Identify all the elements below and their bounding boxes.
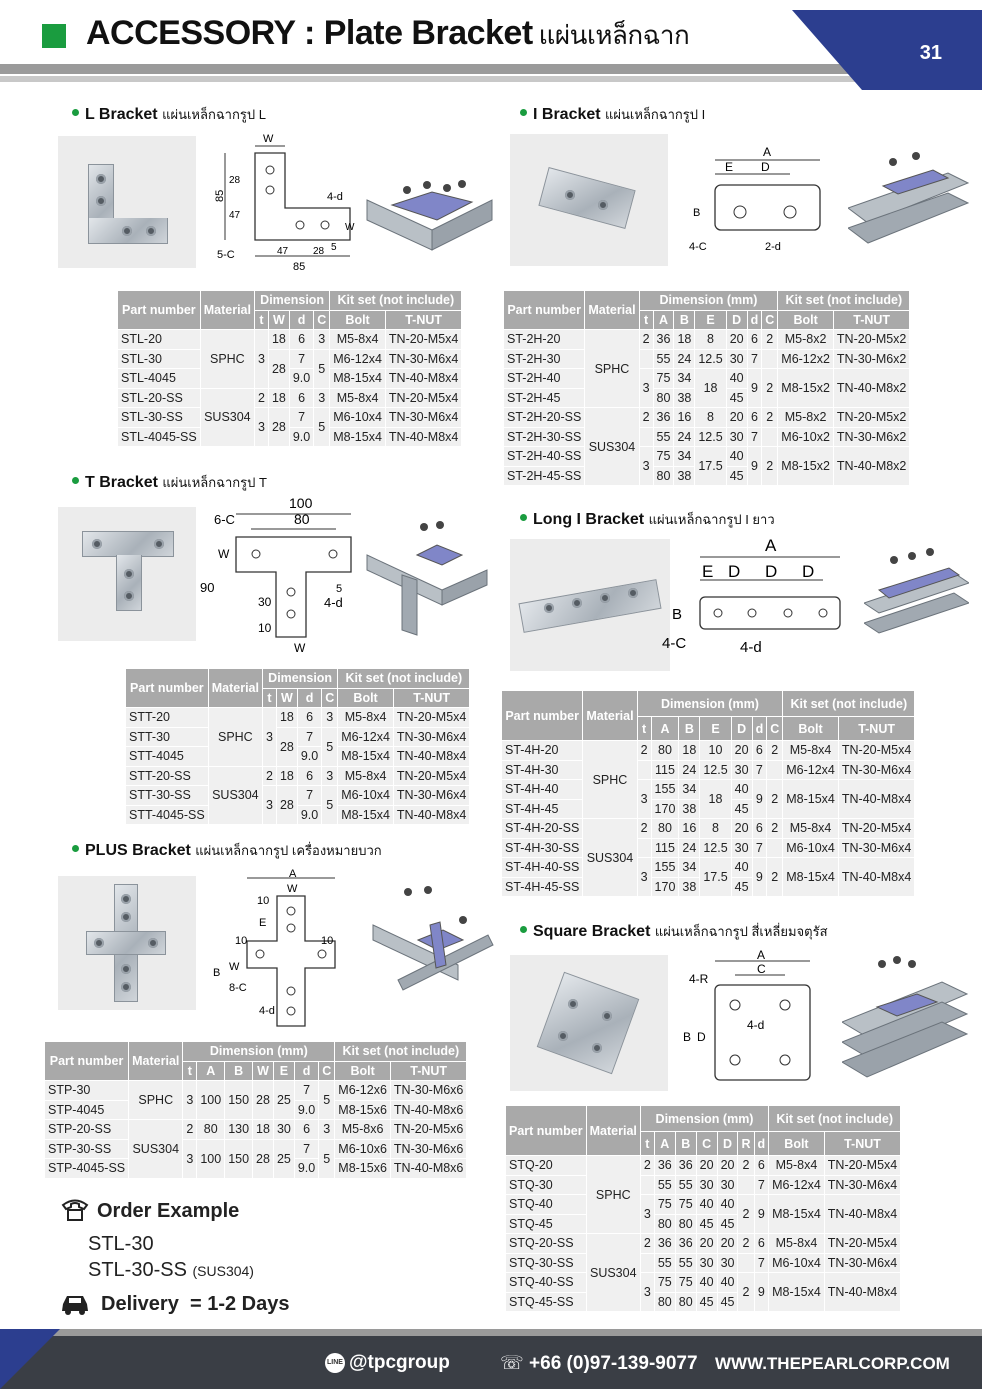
plus-bracket-drawing	[205, 866, 350, 1036]
table-row: STT-30-SS 3 28 7 5 M6-10x4 TN-30-M6x4	[126, 786, 470, 806]
svg-text:A: A	[757, 948, 766, 962]
footer-website-link[interactable]: WWW.THEPEARLCORP.COM	[715, 1354, 950, 1373]
table-row: STL-20-SS SUS304 2 18 6 3 M5-8x4 TN-20-M5x4	[118, 388, 462, 408]
svg-text:28: 28	[229, 175, 241, 186]
table-row: ST-2H-45 80 38 45	[504, 388, 910, 408]
table-row: STL-20 SPHC 3 18 6 3 M5-8x4 TN-20-M5x4	[118, 330, 462, 350]
page-number-banner	[792, 0, 982, 90]
svg-text:100: 100	[289, 495, 313, 511]
table-row: STQ-40 3 75 75 40 40 2 9 M8-15x4 TN-40-M8x4	[506, 1195, 901, 1215]
table-row: ST-2H-30-SS 55 24 12.5 30 7 M6-10x2 TN-30-M6x2	[504, 427, 910, 447]
table-row: STQ-20 SPHC 2 36 36 20 20 2 6 M5-8x4 TN-20-M5x4	[506, 1156, 901, 1176]
section-title-long-i-bracket: Long I Bracket แผ่นเหล็กฉากรูป I ยาว	[520, 509, 775, 530]
svg-text:B: B	[672, 606, 683, 623]
table-row: ST-4H-20-SS SUS304 2 80 16 8 20 6 2 M5-8x4 TN-20-M5x4	[502, 819, 915, 839]
svg-text:4-d: 4-d	[747, 1018, 765, 1032]
table-row: STQ-30 55 55 30 30 7 M6-12x4 TN-30-M6x4	[506, 1175, 901, 1195]
svg-text:W: W	[263, 133, 274, 145]
table-row: STT-20 SPHC 3 18 6 3 M5-8x4 TN-20-M5x4	[126, 708, 470, 728]
square-bracket-photo	[510, 955, 668, 1091]
svg-text:D: D	[761, 160, 770, 174]
header-bar-light	[0, 76, 900, 82]
svg-text:4-C: 4-C	[689, 241, 707, 253]
svg-text:47: 47	[277, 246, 289, 257]
long-i-bracket-photo	[510, 539, 670, 671]
svg-text:W: W	[287, 883, 298, 895]
phone-icon: ☏	[500, 1353, 524, 1374]
i-bracket-photo	[510, 134, 668, 266]
svg-text:D: D	[765, 562, 778, 581]
section-title-t-bracket: T Bracket แผ่นเหล็กฉากรูป T	[72, 472, 267, 493]
table-row: ST-4H-40-SS 3 155 34 17.5 40 9 2 M8-15x4 TN-40-M8x4	[502, 858, 915, 878]
svg-text:4-R: 4-R	[689, 972, 709, 986]
footer-corner-accent	[0, 1329, 90, 1389]
order-example-2: STL-30-SS (SUS304)	[88, 1259, 254, 1281]
table-row: ST-4H-30-SS 115 24 12.5 30 7 M6-10x4 TN-30-M6x4	[502, 838, 915, 858]
table-row: STP-20-SS SUS304 2 80 130 18 30 6 3 M5-8x6 TN-20-M5x6	[45, 1120, 467, 1140]
t-bracket-drawing	[196, 492, 356, 657]
i-bracket-drawing	[685, 140, 830, 260]
table-row: ST-2H-20-SS SUS304 2 36 16 8 20 6 2 M5-8x2 TN-20-M5x2	[504, 408, 910, 428]
svg-text:5: 5	[331, 242, 337, 253]
table-row: ST-4H-20 SPHC 2 80 18 10 20 6 2 M5-8x4 TN-20-M5x4	[502, 741, 915, 761]
header-bar	[0, 64, 900, 74]
square-bracket-drawing	[675, 945, 825, 1095]
section-title-i-bracket: I Bracket แผ่นเหล็กฉากรูป I	[520, 104, 705, 125]
table-row: STT-4045 9.0 M8-15x4 TN-40-M8x4	[126, 747, 470, 767]
l-bracket-photo	[58, 136, 196, 268]
svg-text:4-d: 4-d	[259, 1005, 275, 1017]
svg-text:85: 85	[214, 189, 226, 202]
svg-text:30: 30	[258, 595, 272, 609]
t-bracket-spec-table: Part number Material Dimension Kit set (not include) t W d C Bolt T-NUT STT-20 SPHC 3 18 6 3 M5-8x4 TN-20-M5x4 STT-30 28 7 5 M6-12x4 TN-30-M6x4 STT-4045 9.0 M8-15x4 TN-40-M8x4 STT-20-SS SUS304 2 18 6 3 M5-8x4 TN-20-M5x4 STT-30-SS 3 28 7 5 M6-10x4 TN-30-M6x4 STT-4045-SS 9.0 M8-15x4 TN-40-M8x4	[125, 668, 470, 825]
table-row: STP-30 SPHC 3 100 150 28 25 7 5 M6-12x6 TN-30-M6x6	[45, 1081, 467, 1101]
page-title: ACCESSORY : Plate Bracket แผ่นเหล็กฉาก	[86, 14, 690, 52]
i-bracket-spec-table: Part number Material Dimension (mm) Kit set (not include) t A B E D d C Bolt T-NUT ST-2H-20 SPHC 2 36 18 8 20 6 2 M5-8x2 TN-20-M5x2 ST-2H-30 55 24 12.5 30 7 M6-12x2 TN-30-M6x2 ST-2H-40 3 75 34 18 40 9 2 M8-15x2 TN-40-M8x2 ST-2H-45 80 38 45 ST-2H-20-SS SUS304 2 36 16 8 20 6 2 M5-8x2 TN-20-M5x2 ST-2H-30-SS 55 24 12.5 30 7 M6-10x2 TN-30-M6x2 ST-2H-40-SS 3 75 34 17.5 40 9 2 M8-15x2 TN-40-M8x2 ST-2H-45-SS 80 38 45	[503, 290, 910, 486]
svg-text:2-d: 2-d	[765, 241, 781, 253]
header-accent-square	[42, 24, 66, 48]
plus-bracket-photo	[58, 876, 196, 1010]
long-i-bracket-assembly-image	[864, 548, 969, 653]
table-row: ST-4H-45-SS 170 38 45	[502, 877, 915, 897]
svg-text:W: W	[218, 547, 230, 561]
table-row: STL-4045-SS 9.0 M8-15x4 TN-40-M8x4	[118, 427, 462, 447]
table-row: STL-4045 9.0 M8-15x4 TN-40-M8x4	[118, 369, 462, 389]
order-example-title: Order Example	[97, 1200, 240, 1222]
svg-text:D: D	[728, 562, 741, 581]
t-bracket-photo	[58, 507, 196, 641]
svg-text:4-C: 4-C	[662, 635, 687, 652]
svg-text:B: B	[693, 207, 701, 219]
table-row: ST-2H-45-SS 80 38 45	[504, 466, 910, 486]
table-row: ST-4H-40 3 155 34 18 40 9 2 M8-15x4 TN-40-M8x4	[502, 780, 915, 800]
svg-text:B: B	[213, 967, 221, 979]
square-bracket-spec-table: Part number Material Dimension (mm) Kit set (not include) t A B C D R d Bolt T-NUT STQ-20 SPHC 2 36 36 20 20 2 6 M5-8x4 TN-20-M5x4 STQ-30 55 55 30 30 7 M6-12x4 TN-30-M6x4 STQ-40 3 75 75 40 40 2 9 M8-15x4 TN-40-M8x4 STQ-45 80 80 45 45 STQ-20-SS SUS304 2 36 36 20 20 2 6 M5-8x4 TN-20-M5x4 STQ-30-SS 55 55 30 30 7 M6-10x4 TN-30-M6x4 STQ-40-SS 3 75 75 40 40 2 9 M8-15x4 TN-40-M8x4 STQ-45-SS 80 80 45 45	[505, 1105, 901, 1312]
order-example-1: STL-30	[88, 1233, 154, 1255]
telephone-icon	[60, 1196, 90, 1222]
svg-text:5-C: 5-C	[217, 249, 235, 261]
table-row: ST-2H-40-SS 3 75 34 17.5 40 9 2 M8-15x2 TN-40-M8x2	[504, 447, 910, 467]
plus-bracket-spec-table: Part number Material Dimension (mm) Kit set (not include) t A B W E d C Bolt T-NUT STP-30 SPHC 3 100 150 28 25 7 5 M6-12x6 TN-30-M6x6 STP-4045 9.0 M8-15x6 TN-40-M8x6 STP-20-SS SUS304 2 80 130 18 30 6 3 M5-8x6 TN-20-M5x6 STP-30-SS 3 100 150 28 25 7 5 M6-10x6 TN-30-M6x6 STP-4045-SS 9.0 M8-15x6 TN-40-M8x6	[44, 1041, 467, 1179]
table-row: STP-30-SS 3 100 150 28 25 7 5 M6-10x6 TN-30-M6x6	[45, 1139, 467, 1159]
delivery-info: Delivery = 1-2 Days	[101, 1293, 290, 1315]
svg-text:E: E	[725, 160, 734, 174]
table-row: ST-2H-40 3 75 34 18 40 9 2 M8-15x2 TN-40-M8x2	[504, 369, 910, 389]
section-title-plus-bracket: PLUS Bracket แผ่นเหล็กฉากรูป เครื่องหมายบวก	[72, 840, 382, 861]
svg-text:E: E	[702, 562, 714, 581]
table-row: STQ-45-SS 80 80 45 45	[506, 1292, 901, 1312]
svg-text:28: 28	[313, 246, 325, 257]
table-row: ST-2H-30 55 24 12.5 30 7 M6-12x2 TN-30-M6x2	[504, 349, 910, 369]
table-row: STQ-45 80 80 45 45	[506, 1214, 901, 1234]
table-row: STP-4045 9.0 M8-15x6 TN-40-M8x6	[45, 1100, 467, 1120]
section-title-l-bracket: L Bracket แผ่นเหล็กฉากรูป L	[72, 104, 266, 125]
svg-text:D: D	[697, 1030, 706, 1044]
plus-bracket-assembly-image	[368, 880, 498, 1015]
table-row: ST-4H-45 170 38 45	[502, 799, 915, 819]
svg-text:A: A	[289, 868, 297, 880]
table-row: STQ-30-SS 55 55 30 30 7 M6-10x4 TN-30-M6x4	[506, 1253, 901, 1273]
svg-text:W: W	[229, 961, 240, 973]
i-bracket-assembly-image	[848, 148, 973, 253]
table-row: STQ-20-SS SUS304 2 36 36 20 20 2 6 M5-8x4 TN-20-M5x4	[506, 1234, 901, 1254]
footer-line-id[interactable]: LINE @tpcgroup	[325, 1352, 450, 1374]
svg-text:4-d: 4-d	[740, 639, 762, 656]
svg-text:10: 10	[235, 935, 248, 947]
svg-text:A: A	[763, 145, 772, 159]
svg-text:E: E	[259, 917, 267, 929]
table-row: STT-30 28 7 5 M6-12x4 TN-30-M6x4	[126, 727, 470, 747]
svg-text:10: 10	[258, 621, 272, 635]
svg-text:5: 5	[336, 583, 343, 595]
car-icon	[60, 1292, 90, 1316]
svg-text:W: W	[345, 222, 355, 233]
page-number: 31	[919, 42, 942, 64]
svg-text:4-d: 4-d	[327, 191, 343, 203]
table-row: STT-4045-SS 9.0 M8-15x4 TN-40-M8x4	[126, 805, 470, 825]
l-bracket-drawing	[205, 128, 360, 278]
line-icon: LINE	[325, 1353, 345, 1373]
long-i-bracket-drawing	[660, 535, 845, 660]
svg-text:10: 10	[257, 895, 270, 907]
table-row: ST-4H-30 115 24 12.5 30 7 M6-12x4 TN-30-M6x4	[502, 760, 915, 780]
svg-text:47: 47	[229, 210, 241, 221]
svg-text:90: 90	[200, 580, 215, 595]
svg-text:A: A	[765, 536, 777, 555]
svg-text:8-C: 8-C	[229, 982, 247, 994]
svg-text:80: 80	[294, 511, 310, 527]
section-title-square-bracket: Square Bracket แผ่นเหล็กฉากรูป สี่เหลี่ยมจตุรัส	[520, 921, 828, 942]
l-bracket-assembly-image	[362, 170, 497, 265]
footer-bar-light	[0, 1329, 982, 1336]
table-row: STT-20-SS SUS304 2 18 6 3 M5-8x4 TN-20-M5x4	[126, 766, 470, 786]
svg-text:10: 10	[321, 935, 334, 947]
svg-text:85: 85	[293, 261, 306, 273]
square-bracket-assembly-image	[842, 952, 970, 1092]
footer-phone[interactable]: ☏ +66 (0)97-139-9077	[500, 1353, 698, 1374]
table-row: STL-30 28 7 5 M6-12x4 TN-30-M6x4	[118, 349, 462, 369]
t-bracket-assembly-image	[362, 515, 492, 640]
table-row: STL-30-SS 3 28 7 5 M6-10x4 TN-30-M6x4	[118, 408, 462, 428]
svg-text:W: W	[294, 641, 306, 655]
svg-text:D: D	[802, 562, 815, 581]
svg-text:6-C: 6-C	[214, 512, 235, 527]
table-row: ST-2H-20 SPHC 2 36 18 8 20 6 2 M5-8x2 TN-20-M5x2	[504, 330, 910, 350]
table-row: STP-4045-SS 9.0 M8-15x6 TN-40-M8x6	[45, 1159, 467, 1179]
svg-text:4-d: 4-d	[324, 595, 343, 610]
l-bracket-spec-table: Part number Material Dimension Kit set (not include) t W d C Bolt T-NUT STL-20 SPHC 3 18 6 3 M5-8x4 TN-20-M5x4 STL-30 28 7 5 M6-12x4 TN-30-M6x4 STL-4045 9.0 M8-15x4 TN-40-M8x4 STL-20-SS SUS304 2 18 6 3 M5-8x4 TN-20-M5x4 STL-30-SS 3 28 7 5 M6-10x4 TN-30-M6x4 STL-4045-SS 9.0 M8-15x4 TN-40-M8x4	[117, 290, 462, 447]
svg-text:C: C	[757, 962, 766, 976]
table-row: STQ-40-SS 3 75 75 40 40 2 9 M8-15x4 TN-40-M8x4	[506, 1273, 901, 1293]
svg-text:B: B	[683, 1030, 692, 1044]
long-i-bracket-spec-table: Part number Material Dimension (mm) Kit set (not include) t A B E D d C Bolt T-NUT ST-4H-20 SPHC 2 80 18 10 20 6 2 M5-8x4 TN-20-M5x4 ST-4H-30 115 24 12.5 30 7 M6-12x4 TN-30-M6x4 ST-4H-40 3 155 34 18 40 9 2 M8-15x4 TN-40-M8x4 ST-4H-45 170 38 45 ST-4H-20-SS SUS304 2 80 16 8 20 6 2 M5-8x4 TN-20-M5x4 ST-4H-30-SS 115 24 12.5 30 7 M6-10x4 TN-30-M6x4 ST-4H-40-SS 3 155 34 17.5 40 9 2 M8-15x4 TN-40-M8x4 ST-4H-45-SS 170 38 45	[501, 690, 915, 897]
